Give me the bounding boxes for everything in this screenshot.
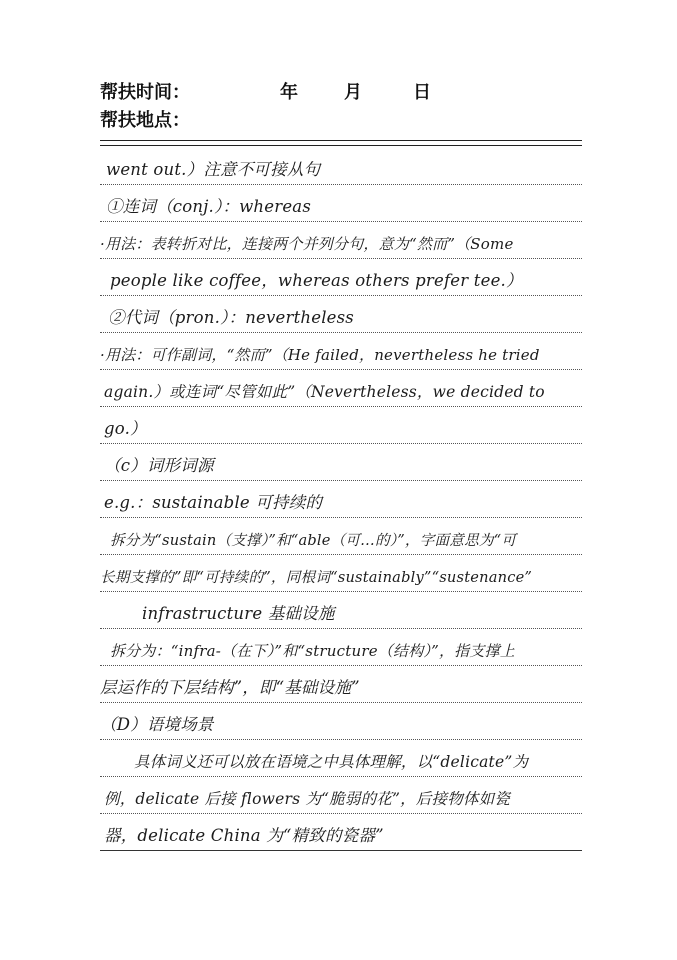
- handwritten-line: 具体词义还可以放在语境之中具体理解，以“delicate”为: [134, 753, 529, 771]
- ruled-line: [100, 296, 582, 333]
- ruled-line: [100, 481, 582, 518]
- assist-place-label: 帮扶地点：: [100, 110, 190, 131]
- handwritten-line: go.）: [104, 419, 147, 438]
- handwritten-line: ·用法：可作副词，“然而”（He failed，nevertheless he tried: [100, 346, 540, 364]
- ruled-line: [100, 148, 582, 185]
- ruled-line: [100, 222, 582, 259]
- handwritten-line: 层运作的下层结构”，即“基础设施”: [100, 678, 360, 697]
- ruled-line: [100, 555, 582, 592]
- handwritten-line: （D）语境场景: [100, 715, 214, 734]
- ruled-line: [100, 333, 582, 370]
- handwritten-line: 拆分为：“infra-（在下）”和“structure（结构）”，指支撑上: [110, 642, 515, 660]
- month-label: 月: [344, 82, 362, 103]
- ruled-line: [100, 814, 582, 851]
- ruled-line: [100, 407, 582, 444]
- ruled-line: [100, 703, 582, 740]
- ruled-line: [100, 444, 582, 481]
- handwritten-line: again.）或连词“尽管如此”（Nevertheless，we decided to: [104, 383, 545, 401]
- handwritten-line: people like coffee，whereas others prefer tee.）: [110, 271, 523, 290]
- header-rule-bottom: [100, 145, 582, 146]
- ruled-line: [100, 740, 582, 777]
- year-label: 年: [280, 82, 298, 103]
- handwritten-line: 例，delicate 后接 flowers 为“脆弱的花”，后接物体如瓷: [104, 790, 510, 808]
- ruled-line: [100, 518, 582, 555]
- day-label: 日: [413, 82, 431, 103]
- handwritten-line: 拆分为“sustain（支撑）”和“able（可…的）”，字面意思为“可: [110, 532, 517, 549]
- ruled-line: [100, 629, 582, 666]
- handwritten-line: 器，delicate China 为“精致的瓷器”: [104, 826, 384, 845]
- handwritten-line: infrastructure 基础设施: [142, 604, 335, 623]
- ruled-line: [100, 666, 582, 703]
- handwritten-line: 长期支撑的”即“可持续的”，同根词“sustainably”“sustenance”: [100, 569, 533, 586]
- ruled-line: [100, 592, 582, 629]
- handwritten-line: e.g.：sustainable 可持续的: [104, 493, 323, 512]
- handwritten-line: ②代词（pron.）：nevertheless: [108, 308, 354, 327]
- ruled-line: [100, 777, 582, 814]
- handwritten-line: （c）词形词源: [104, 456, 214, 475]
- ruled-line: [100, 259, 582, 296]
- ruled-line: [100, 370, 582, 407]
- header-rule-top: [100, 140, 582, 141]
- ruled-line: [100, 185, 582, 222]
- handwritten-line: went out.）注意不可接从句: [106, 160, 321, 179]
- assist-time-label: 帮扶时间：: [100, 82, 190, 103]
- handwritten-line: ·用法：表转折对比，连接两个并列分句，意为“然而”（Some: [100, 235, 514, 253]
- handwritten-line: ①连词（conj.）：whereas: [106, 197, 311, 216]
